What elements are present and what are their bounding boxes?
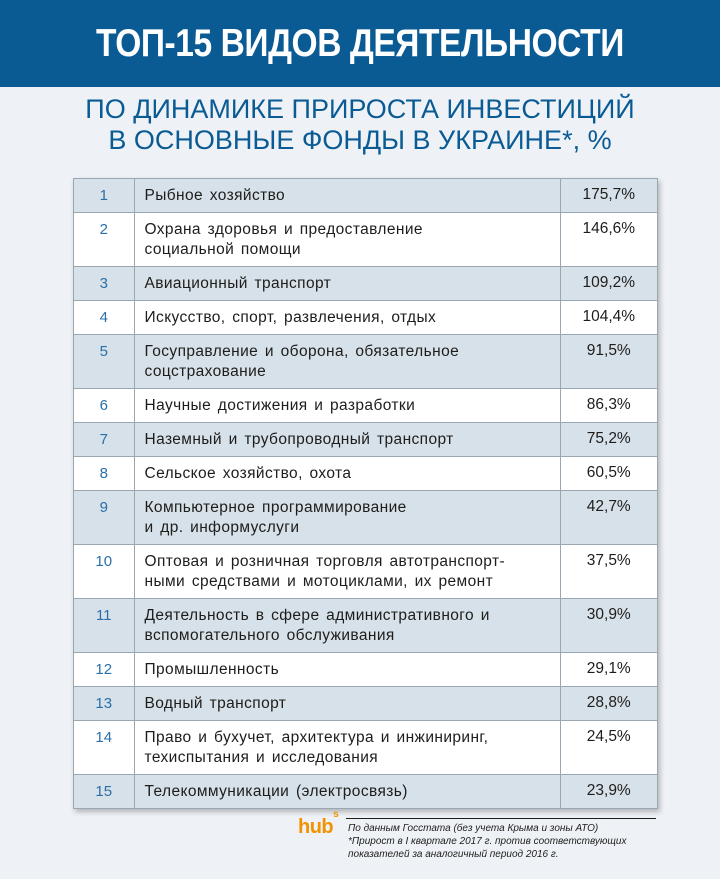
table-row bbox=[74, 179, 657, 213]
growth-value: 104,4% bbox=[560, 301, 657, 335]
rank-number: 13 bbox=[74, 687, 134, 721]
growth-value: 86,3% bbox=[560, 389, 657, 423]
activity-name bbox=[134, 213, 560, 267]
activity-name bbox=[134, 721, 560, 775]
activity-name-line: Оптовая и розничная торговля автотранспорт- bbox=[144, 553, 506, 570]
rank-number: 6 bbox=[74, 389, 134, 423]
activity-name bbox=[134, 389, 560, 423]
ranking-table bbox=[73, 178, 658, 809]
growth-value: 60,5% bbox=[560, 457, 657, 491]
table-row bbox=[74, 721, 657, 775]
activity-name bbox=[134, 491, 560, 545]
growth-value: 28,8% bbox=[560, 687, 657, 721]
activity-name-line: Рыбное хозяйство bbox=[144, 187, 286, 204]
activity-name-line: вспомогательного обслуживания bbox=[144, 627, 395, 644]
activity-name bbox=[134, 545, 560, 599]
table-row bbox=[74, 687, 657, 721]
activity-name-line: Промышленность bbox=[144, 661, 280, 678]
growth-value: 29,1% bbox=[560, 653, 657, 687]
activity-name-line: Водный транспорт bbox=[144, 695, 287, 712]
activity-name-line: Охрана здоровья и предоставление bbox=[144, 221, 423, 238]
hub-logo-mark: s bbox=[333, 809, 339, 821]
subtitle-line-2: В ОСНОВНЫЕ ФОНДЫ В УКРАИНЕ*, % bbox=[108, 125, 612, 155]
rank-number: 5 bbox=[74, 335, 134, 389]
growth-value: 75,2% bbox=[560, 423, 657, 457]
activity-name-line: Искусство, спорт, развлечения, отдых bbox=[144, 309, 437, 326]
table-row bbox=[74, 423, 657, 457]
hub-logo-text: hub bbox=[298, 816, 334, 838]
growth-value: 91,5% bbox=[560, 335, 657, 389]
rank-number: 2 bbox=[74, 213, 134, 267]
subtitle-line-1: ПО ДИНАМИКЕ ПРИРОСТА ИНВЕСТИЦИЙ bbox=[85, 94, 635, 124]
activity-name-line: соцстрахование bbox=[144, 363, 267, 380]
activity-name-line: Право и бухучет, архитектура и инжиниринг, bbox=[144, 729, 489, 746]
activity-name-line: Сельское хозяйство, охота bbox=[144, 465, 352, 482]
activity-name-line: техиспытания и исследования bbox=[144, 749, 379, 766]
activity-name-line: Научные достижения и разработки bbox=[144, 397, 416, 414]
activity-name-line: и др. информуслуги bbox=[144, 519, 300, 536]
activity-name-line: Деятельность в сфере административного и bbox=[144, 607, 490, 624]
activity-name-line: Госуправление и оборона, обязательное bbox=[144, 343, 460, 360]
activity-name-line: Наземный и трубопроводный транспорт bbox=[144, 431, 454, 448]
rank-number: 12 bbox=[74, 653, 134, 687]
table-row bbox=[74, 389, 657, 423]
activity-name-line: Компьютерное программирование bbox=[144, 499, 407, 516]
growth-value: 146,6% bbox=[560, 213, 657, 267]
activity-name bbox=[134, 335, 560, 389]
rank-number: 3 bbox=[74, 267, 134, 301]
rank-number: 1 bbox=[74, 179, 134, 213]
growth-value: 37,5% bbox=[560, 545, 657, 599]
table-row bbox=[74, 335, 657, 389]
source-note: По данным Госстата (без учета Крыма и зоны АТО) bbox=[348, 823, 599, 834]
table-row bbox=[74, 653, 657, 687]
rank-number: 4 bbox=[74, 301, 134, 335]
activity-name-line: социальной помощи bbox=[144, 241, 301, 258]
table-row bbox=[74, 457, 657, 491]
growth-value: 23,9% bbox=[560, 775, 657, 809]
activity-name bbox=[134, 267, 560, 301]
activity-name bbox=[134, 301, 560, 335]
footnote-line-1: *Прирост в I квартале 2017 г. против соответствующих bbox=[348, 836, 627, 847]
footnote-line-2: показателей за аналогичный период 2016 г. bbox=[348, 849, 559, 860]
rank-number: 7 bbox=[74, 423, 134, 457]
rank-number: 8 bbox=[74, 457, 134, 491]
footer-divider bbox=[346, 818, 656, 819]
header-banner bbox=[0, 0, 720, 87]
activity-name-line: Авиационный транспорт bbox=[144, 275, 332, 292]
table-row bbox=[74, 775, 657, 809]
table-row bbox=[74, 545, 657, 599]
table-row bbox=[74, 267, 657, 301]
activity-name bbox=[134, 653, 560, 687]
page-title: ТОП-15 ВИДОВ ДЕЯТЕЛЬНОСТИ bbox=[96, 21, 624, 65]
activity-name bbox=[134, 179, 560, 213]
hub-logo bbox=[298, 809, 339, 839]
growth-value: 42,7% bbox=[560, 491, 657, 545]
activity-name-line: Телекоммуникации (электросвязь) bbox=[144, 783, 408, 800]
activity-name bbox=[134, 423, 560, 457]
rank-number: 9 bbox=[74, 491, 134, 545]
table-row bbox=[74, 599, 657, 653]
rank-number: 11 bbox=[74, 599, 134, 653]
growth-value: 30,9% bbox=[560, 599, 657, 653]
footnotes bbox=[348, 822, 678, 861]
page-subtitle bbox=[0, 87, 720, 156]
footer bbox=[290, 809, 690, 872]
rank-number: 15 bbox=[74, 775, 134, 809]
growth-value: 109,2% bbox=[560, 267, 657, 301]
activity-name bbox=[134, 775, 560, 809]
activity-name bbox=[134, 457, 560, 491]
rank-number: 10 bbox=[74, 545, 134, 599]
growth-value: 24,5% bbox=[560, 721, 657, 775]
table-row bbox=[74, 213, 657, 267]
growth-value: 175,7% bbox=[560, 179, 657, 213]
rank-number: 14 bbox=[74, 721, 134, 775]
activity-name bbox=[134, 687, 560, 721]
activity-name bbox=[134, 599, 560, 653]
ranking-table-body bbox=[74, 179, 657, 808]
activity-name-line: ными средствами и мотоциклами, их ремонт bbox=[144, 573, 494, 590]
table-row bbox=[74, 491, 657, 545]
table-row bbox=[74, 301, 657, 335]
